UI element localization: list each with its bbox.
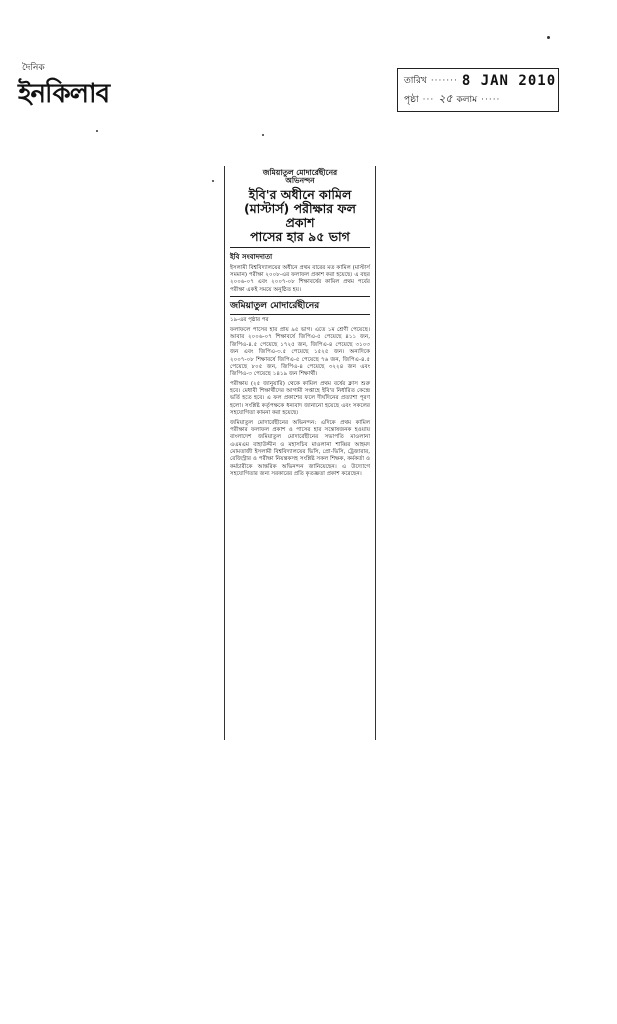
stamp-page-label: পৃষ্ঠা: [404, 95, 419, 105]
masthead-prefix: দৈনিক: [22, 63, 45, 73]
stamp-date-label: তারিখ: [404, 76, 427, 86]
clip-paragraph-2: ফলাফলে পাসের হার প্রায় ৯৫ ভাগ। এতে ১ম শ্রেণী পেয়েছে। আবার ২০০৬-০৭ শিক্ষাবর্ষে জিপিএ-৫ পেয়েছে ৪১১ জন, জিপিএ-৪.৫ পেয়েছে ১৭২৫ জন, জিপিএ-৪ পেয়েছে ৩১০৩ জন এবং জিপিএ-৩.৫ পেয়েছে ১৫২৫ জন। অন্যদিকে ২০০৭-০৮ শিক্ষাবর্ষে জিপিএ-৫ পেয়েছে ৭৬ জন, জিপিএ-৪.৫ পেয়েছে ৮০৫ জন, জিপিএ-৪ পেয়েছে ৩২২৪ জন এবং জিপিএ-৩ পেয়েছে ১৪১৯ জন শিক্ষার্থী।: [230, 327, 370, 378]
scan-speck: [212, 180, 214, 182]
clip-subhead: জমিয়াতুল মোদার্রেছীনের: [230, 296, 370, 315]
clip-paragraph-4: জমিয়াতুল মোদার্রেছীনের অভিনন্দন: এদিকে প্রথম কামিল পরীক্ষার ফলাফল প্রকাশ ও পাসের হার সন্তোষজনক হওয়ায় বাংলাদেশ জমিয়াতুল মোদার্রেছীনের সভাপতি মাওলানা এএমএম বাহাউদ্দীন ও মহাসচিব মাওলানা শাব্বির আহমদ মোমতাজী ইসলামী বিশ্ববিদ্যালয়ের ভিসি, প্রো-ভিসি, ট্রেজারার, রেজিস্ট্রার ও পরীক্ষা নিয়ন্ত্রকসহ সংশ্লিষ্ট সকল শিক্ষক, কর্মকর্তা ও কর্মচারীকে আন্তরিক অভিনন্দন জানিয়েছেন। এ উদ্যোগে সহযোগিতার জন্য সরকারের প্রতি কৃতজ্ঞতা প্রকাশ করেছেন।: [230, 419, 370, 478]
divider: [230, 247, 370, 248]
stamp-page-value: ২৫: [438, 92, 453, 105]
clip-paragraph-3: পরীক্ষায় (২৫ জানুয়ারি) থেকে কামিল প্রথম বর্ষের ক্লাস শুরু হবে। মেধাবী শিক্ষার্থীদের আগামী সপ্তাহে ইবি'র নির্ধারিত কেন্দ্রে ভর্তি হতে হবে। এ ফল প্রকাশের ফলে দীর্ঘদিনের প্রত্যাশা পূরণ হলো। সংশ্লিষ্ট কর্তৃপক্ষকে ধন্যবাদ জানানো হয়েছে এবং সকলের সহযোগিতা কামনা করা হয়েছে।: [230, 380, 370, 417]
stamp-date: 8 JAN 2010: [461, 72, 557, 89]
scan-speck: [547, 36, 550, 39]
date-stamp: তারিখ ······· 8 JAN 2010 পৃষ্ঠা ··· ২৫ কলাম ·····: [397, 68, 559, 112]
newspaper-masthead: [18, 60, 109, 117]
clip-kicker: জমিয়াতুল মোদার্রেছীনের অভিনন্দন: [262, 168, 338, 186]
clip-paragraph-1: ইসলামী বিশ্ববিদ্যালয়ের অধীনে প্রথম বারের মত কামিল (মাস্টার্স সমমান) পরীক্ষা ২০০৮-এর ফলাফল প্রকাশ করা হয়েছে। এ বছর ২০০৬-০৭ এবং ২০০৭-০৮ শিক্ষাবর্ষের কামিল প্রথম পর্বের পরীক্ষা একই সময়ে অনুষ্ঠিত হয়।: [230, 264, 370, 293]
stamp-column-label: কলাম: [456, 95, 478, 105]
scan-speck: [262, 134, 264, 136]
scan-speck: [96, 130, 98, 132]
clip-continuation: ১৯-এর পৃষ্ঠার পর: [230, 317, 269, 323]
masthead-title: ইনকিলাব: [18, 79, 110, 109]
clip-headline: ইবি'র অধীনে কামিল (মাস্টার্স) পরীক্ষার ফল প্রকাশ পাসের হার ৯৫ ভাগ: [244, 186, 356, 244]
clip-byline: ইবি সংবাদদাতা: [230, 252, 273, 261]
news-clipping: [224, 166, 376, 740]
